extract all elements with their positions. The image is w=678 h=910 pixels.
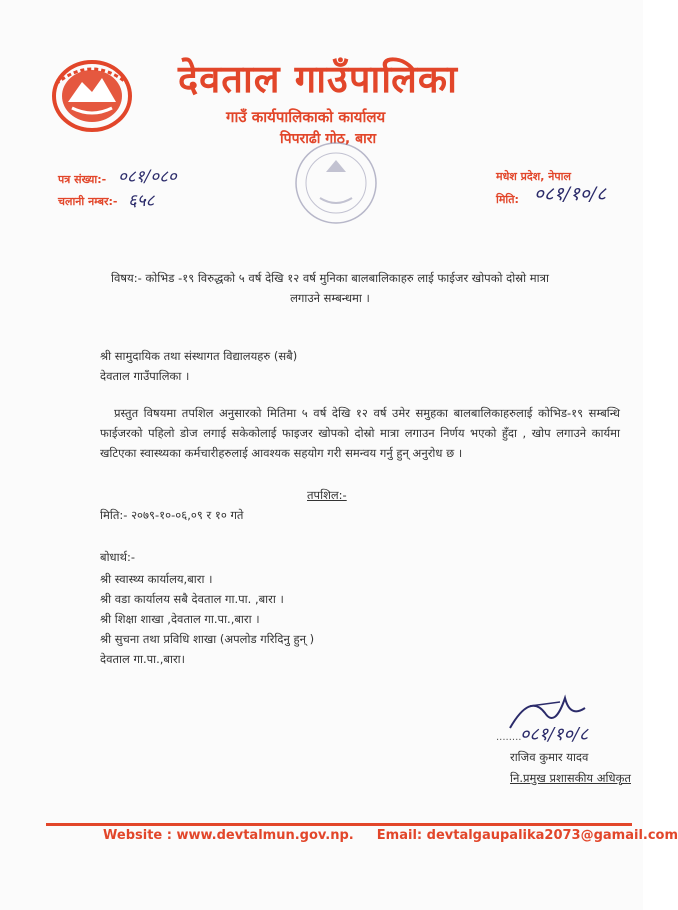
signature-date: ०८१/१०/८ bbox=[520, 724, 589, 745]
cc-item: देवताल गा.पा.,बारा। bbox=[100, 652, 186, 666]
recipient-line-2: देवताल गाउँपालिका । bbox=[100, 369, 190, 383]
signatory-designation: नि.प्रमुख प्रशासकीय अधिकृत bbox=[510, 771, 631, 785]
dispatch-number-value: ६५८ bbox=[128, 191, 155, 211]
municipality-emblem-icon bbox=[50, 58, 134, 134]
municipality-title: देवताल गाउँपालिका bbox=[178, 57, 458, 101]
signature-dots: ........ bbox=[496, 732, 522, 743]
office-address: पिपराढी गोठ, बारा bbox=[280, 131, 377, 147]
cc-item: श्री स्वास्थ्य कार्यालय,बारा । bbox=[100, 572, 213, 586]
footer-website: Website : www.devtalmun.gov.np. bbox=[103, 828, 354, 843]
letter-subject: विषय:- कोभिड -१९ विरुद्धको ५ वर्ष देखि १२ वर्ष मुनिका बालबालिकाहरु लाई फाईजर खोपको दोस्रो मात्रा लगाउने सम्बन्धमा । bbox=[111, 271, 549, 305]
cc-item: श्री वडा कार्यालय सबै देवताल गा.पा. ,बारा । bbox=[100, 592, 284, 606]
schedule-heading: तपशिल:- bbox=[307, 488, 347, 502]
cc-item: श्री शिक्षा शाखा ,देवताल गा.पा.,बारा । bbox=[100, 612, 260, 626]
office-subtitle: गाउँ कार्यपालिकाको कार्यालय bbox=[226, 108, 386, 126]
date-label: मिति: bbox=[496, 193, 519, 206]
schedule-date-line: मिति:- २०७९-१०-०६,०९ र १० गते bbox=[100, 508, 244, 522]
cc-item: श्री सुचना तथा प्रविधि शाखा (अपलोड गरिदिनु हुन् ) bbox=[100, 632, 315, 646]
province-label: मधेश प्रदेश, नेपाल bbox=[496, 170, 571, 183]
signatory-name: राजिव कुमार यादव bbox=[510, 750, 589, 764]
recipient-line-1: श्री सामुदायिक तथा संस्थागत विद्यालयहरु (सबै) bbox=[100, 349, 298, 363]
letter-number-value: ०८१/०८० bbox=[118, 167, 177, 187]
date-value: ०८१/१०/८ bbox=[534, 183, 607, 205]
office-stamp-icon bbox=[290, 138, 382, 228]
dispatch-number-label: चलानी नम्बर:- bbox=[58, 195, 118, 208]
letter-number-label: पत्र संख्या:- bbox=[58, 173, 107, 186]
cc-heading: बोधार्थ:- bbox=[100, 550, 135, 564]
footer-contact bbox=[103, 828, 678, 843]
body-paragraph: प्रस्तुत विषयमा तपशिल अनुसारको मितिमा ५ वर्ष देखि १२ वर्ष उमेर समुहका बालबालिकाहरुलाई कोभिड-१९ सम्बन्धि फाईजरको पहिलो डोज लगाई सकेकोलाई फाइजर खोपको दोस्रो मात्रा लगाउन निर्णय भएको हुँदा , खोप लगाउने कार्यमा खटिएका स्वास्थ्यका कर्मचारीहरुलाई आवश्यक सहयोग गरी समन्वय गर्नु हुन् अनुरोध छ । bbox=[100, 406, 620, 460]
footer-divider bbox=[46, 823, 632, 826]
footer-email: Email: devtalgaupalika2073@gamail.com bbox=[376, 828, 678, 843]
